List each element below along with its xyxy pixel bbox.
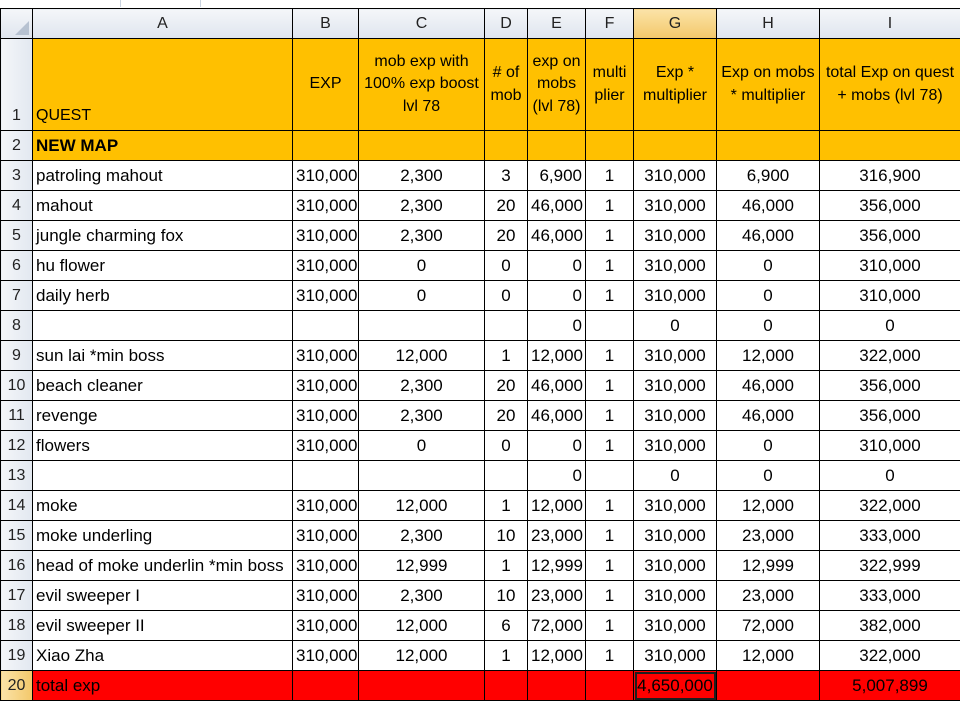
mob-exp-cell[interactable]: 2,300 bbox=[359, 371, 485, 401]
exp-multiplier-cell[interactable]: 0 bbox=[634, 461, 717, 491]
exp-on-mobs-cell[interactable]: 12,000 bbox=[528, 641, 586, 671]
row-header[interactable]: 9 bbox=[1, 341, 33, 371]
num-mob-cell[interactable]: 1 bbox=[485, 641, 528, 671]
total-row bbox=[1, 671, 960, 701]
exp-on-mobs-cell[interactable]: 23,000 bbox=[528, 521, 586, 551]
header-exp-on-mobs[interactable]: exp on mobs (lvl 78) bbox=[528, 39, 586, 131]
quest-cell[interactable] bbox=[33, 311, 293, 341]
row-header[interactable]: 16 bbox=[1, 551, 33, 581]
quest-cell[interactable]: Xiao Zha bbox=[33, 641, 293, 671]
multiplier-cell[interactable]: 1 bbox=[586, 401, 634, 431]
cell[interactable] bbox=[717, 671, 820, 701]
multiplier-cell[interactable]: 1 bbox=[586, 281, 634, 311]
exp-on-mobs-cell[interactable]: 0 bbox=[528, 251, 586, 281]
column-header-g[interactable]: G bbox=[634, 9, 717, 39]
exp-cell[interactable] bbox=[293, 461, 359, 491]
exp-cell[interactable]: 310,000 bbox=[293, 191, 359, 221]
exp-mobs-multiplier-cell[interactable]: 0 bbox=[717, 311, 820, 341]
exp-mobs-multiplier-cell[interactable]: 46,000 bbox=[717, 191, 820, 221]
total-cell[interactable]: 382,000 bbox=[820, 611, 960, 641]
exp-multiplier-cell[interactable]: 310,000 bbox=[634, 161, 717, 191]
header-row bbox=[1, 39, 960, 131]
total-cell[interactable]: 0 bbox=[820, 461, 960, 491]
num-mob-cell[interactable]: 20 bbox=[485, 191, 528, 221]
table-row bbox=[1, 371, 960, 401]
quest-cell[interactable] bbox=[33, 461, 293, 491]
mob-exp-cell[interactable]: 12,000 bbox=[359, 641, 485, 671]
multiplier-cell[interactable] bbox=[586, 461, 634, 491]
row-header[interactable]: 4 bbox=[1, 191, 33, 221]
table-row bbox=[1, 311, 960, 341]
column-header-e[interactable]: E bbox=[528, 9, 586, 39]
exp-multiplier-cell[interactable]: 310,000 bbox=[634, 491, 717, 521]
multiplier-cell[interactable]: 1 bbox=[586, 221, 634, 251]
total-cell[interactable]: 356,000 bbox=[820, 191, 960, 221]
header-quest[interactable]: QUEST bbox=[33, 39, 293, 131]
exp-on-mobs-cell[interactable]: 0 bbox=[528, 311, 586, 341]
cell[interactable] bbox=[485, 131, 528, 161]
mob-exp-cell[interactable]: 0 bbox=[359, 251, 485, 281]
cell[interactable] bbox=[293, 131, 359, 161]
multiplier-cell[interactable]: 1 bbox=[586, 191, 634, 221]
column-header-a[interactable]: A bbox=[33, 9, 293, 39]
cell[interactable] bbox=[359, 131, 485, 161]
total-cell[interactable]: 333,000 bbox=[820, 581, 960, 611]
row-header[interactable]: 14 bbox=[1, 491, 33, 521]
multiplier-cell[interactable] bbox=[586, 311, 634, 341]
exp-on-mobs-cell[interactable]: 12,000 bbox=[528, 491, 586, 521]
header-total[interactable]: total Exp on quest + mobs (lvl 78) bbox=[820, 39, 960, 131]
table-row bbox=[1, 431, 960, 461]
mob-exp-cell[interactable]: 2,300 bbox=[359, 521, 485, 551]
table-row bbox=[1, 551, 960, 581]
table-row bbox=[1, 461, 960, 491]
num-mob-cell[interactable]: 20 bbox=[485, 221, 528, 251]
exp-on-mobs-cell[interactable]: 6,900 bbox=[528, 161, 586, 191]
exp-cell[interactable]: 310,000 bbox=[293, 161, 359, 191]
num-mob-cell[interactable] bbox=[485, 311, 528, 341]
exp-cell[interactable]: 310,000 bbox=[293, 251, 359, 281]
mob-exp-cell[interactable]: 2,300 bbox=[359, 161, 485, 191]
quest-cell[interactable]: revenge bbox=[33, 401, 293, 431]
total-label-cell[interactable]: total exp bbox=[33, 671, 293, 701]
row-header[interactable]: 17 bbox=[1, 581, 33, 611]
header-multiplier[interactable]: multi plier bbox=[586, 39, 634, 131]
cell[interactable] bbox=[293, 671, 359, 701]
exp-mobs-multiplier-cell[interactable]: 12,000 bbox=[717, 491, 820, 521]
multiplier-cell[interactable]: 1 bbox=[586, 371, 634, 401]
exp-on-mobs-cell[interactable]: 0 bbox=[528, 281, 586, 311]
num-mob-cell[interactable]: 1 bbox=[485, 341, 528, 371]
column-header-f[interactable]: F bbox=[586, 9, 634, 39]
header-exp[interactable]: EXP bbox=[293, 39, 359, 131]
cell[interactable] bbox=[586, 131, 634, 161]
cell[interactable] bbox=[717, 131, 820, 161]
row-header[interactable]: 3 bbox=[1, 161, 33, 191]
total-cell[interactable]: 316,900 bbox=[820, 161, 960, 191]
quest-cell[interactable]: head of moke underlin *min boss bbox=[33, 551, 293, 581]
exp-on-mobs-cell[interactable]: 12,999 bbox=[528, 551, 586, 581]
mob-exp-cell[interactable] bbox=[359, 311, 485, 341]
quest-cell[interactable]: evil sweeper II bbox=[33, 611, 293, 641]
total-cell[interactable]: 322,999 bbox=[820, 551, 960, 581]
exp-mobs-multiplier-cell[interactable]: 72,000 bbox=[717, 611, 820, 641]
num-mob-cell[interactable] bbox=[485, 461, 528, 491]
exp-mobs-multiplier-cell[interactable]: 6,900 bbox=[717, 161, 820, 191]
num-mob-cell[interactable]: 0 bbox=[485, 281, 528, 311]
num-mob-cell[interactable]: 20 bbox=[485, 401, 528, 431]
exp-multiplier-cell[interactable]: 310,000 bbox=[634, 281, 717, 311]
row-header[interactable]: 5 bbox=[1, 221, 33, 251]
num-mob-cell[interactable]: 10 bbox=[485, 581, 528, 611]
mob-exp-cell[interactable]: 2,300 bbox=[359, 191, 485, 221]
row-header[interactable]: 7 bbox=[1, 281, 33, 311]
mob-exp-cell[interactable]: 0 bbox=[359, 431, 485, 461]
quest-cell[interactable]: beach cleaner bbox=[33, 371, 293, 401]
exp-multiplier-cell[interactable]: 310,000 bbox=[634, 581, 717, 611]
exp-cell[interactable]: 310,000 bbox=[293, 431, 359, 461]
exp-on-mobs-cell[interactable]: 46,000 bbox=[528, 221, 586, 251]
num-mob-cell[interactable]: 10 bbox=[485, 521, 528, 551]
row-header[interactable]: 10 bbox=[1, 371, 33, 401]
spreadsheet-grid bbox=[0, 8, 960, 701]
exp-mobs-multiplier-cell[interactable]: 46,000 bbox=[717, 221, 820, 251]
total-cell[interactable]: 0 bbox=[820, 311, 960, 341]
row-header[interactable]: 15 bbox=[1, 521, 33, 551]
exp-cell[interactable]: 310,000 bbox=[293, 491, 359, 521]
multiplier-cell[interactable]: 1 bbox=[586, 161, 634, 191]
table-row bbox=[1, 281, 960, 311]
total-cell[interactable]: 322,000 bbox=[820, 341, 960, 371]
quest-cell[interactable]: moke underling bbox=[33, 521, 293, 551]
mob-exp-cell[interactable]: 2,300 bbox=[359, 401, 485, 431]
exp-multiplier-cell[interactable]: 310,000 bbox=[634, 401, 717, 431]
exp-multiplier-cell[interactable]: 310,000 bbox=[634, 341, 717, 371]
cell[interactable] bbox=[485, 671, 528, 701]
total-cell[interactable]: 333,000 bbox=[820, 521, 960, 551]
multiplier-cell[interactable]: 1 bbox=[586, 521, 634, 551]
table-row bbox=[1, 251, 960, 281]
total-cell[interactable]: 356,000 bbox=[820, 371, 960, 401]
exp-mobs-multiplier-cell[interactable]: 0 bbox=[717, 431, 820, 461]
multiplier-cell[interactable]: 1 bbox=[586, 491, 634, 521]
quest-cell[interactable]: daily herb bbox=[33, 281, 293, 311]
grand-total-cell[interactable]: 5,007,899 bbox=[820, 671, 960, 701]
exp-multiplier-cell[interactable]: 0 bbox=[634, 311, 717, 341]
exp-cell[interactable]: 310,000 bbox=[293, 611, 359, 641]
select-all-corner[interactable] bbox=[1, 9, 33, 39]
column-header-c[interactable]: C bbox=[359, 9, 485, 39]
cell[interactable] bbox=[528, 131, 586, 161]
column-header-i[interactable]: I bbox=[820, 9, 960, 39]
exp-mobs-multiplier-cell[interactable]: 46,000 bbox=[717, 371, 820, 401]
header-exp-mobs-multiplier[interactable]: Exp on mobs * multiplier bbox=[717, 39, 820, 131]
exp-multiplier-cell[interactable]: 310,000 bbox=[634, 191, 717, 221]
exp-multiplier-cell[interactable]: 310,000 bbox=[634, 371, 717, 401]
row-header[interactable]: 11 bbox=[1, 401, 33, 431]
table-row bbox=[1, 641, 960, 671]
table-row bbox=[1, 581, 960, 611]
quest-cell[interactable]: hu flower bbox=[33, 251, 293, 281]
quest-cell[interactable]: patroling mahout bbox=[33, 161, 293, 191]
exp-cell[interactable]: 310,000 bbox=[293, 521, 359, 551]
exp-mobs-multiplier-cell[interactable]: 23,000 bbox=[717, 581, 820, 611]
table-row bbox=[1, 191, 960, 221]
exp-multiplier-cell[interactable]: 310,000 bbox=[634, 431, 717, 461]
row-header[interactable]: 2 bbox=[1, 131, 33, 161]
exp-mobs-multiplier-cell[interactable]: 46,000 bbox=[717, 401, 820, 431]
exp-mobs-multiplier-cell[interactable]: 0 bbox=[717, 281, 820, 311]
total-cell[interactable]: 356,000 bbox=[820, 221, 960, 251]
cell[interactable] bbox=[634, 131, 717, 161]
exp-on-mobs-cell[interactable]: 46,000 bbox=[528, 191, 586, 221]
exp-on-mobs-cell[interactable]: 46,000 bbox=[528, 371, 586, 401]
exp-multiplier-cell[interactable]: 310,000 bbox=[634, 521, 717, 551]
cell[interactable] bbox=[528, 671, 586, 701]
mob-exp-cell[interactable]: 2,300 bbox=[359, 581, 485, 611]
column-header-h[interactable]: H bbox=[717, 9, 820, 39]
exp-mobs-multiplier-cell[interactable]: 0 bbox=[717, 461, 820, 491]
mob-exp-cell[interactable]: 12,000 bbox=[359, 491, 485, 521]
row-header[interactable]: 6 bbox=[1, 251, 33, 281]
exp-cell[interactable] bbox=[293, 311, 359, 341]
exp-on-mobs-cell[interactable]: 46,000 bbox=[528, 401, 586, 431]
mob-exp-cell[interactable] bbox=[359, 461, 485, 491]
map-row bbox=[1, 131, 960, 161]
total-cell[interactable]: 356,000 bbox=[820, 401, 960, 431]
num-mob-cell[interactable]: 20 bbox=[485, 371, 528, 401]
map-label-cell[interactable]: NEW MAP bbox=[33, 131, 293, 161]
total-cell[interactable]: 310,000 bbox=[820, 281, 960, 311]
exp-multiplier-cell[interactable]: 310,000 bbox=[634, 251, 717, 281]
exp-cell[interactable]: 310,000 bbox=[293, 281, 359, 311]
row-header[interactable]: 8 bbox=[1, 311, 33, 341]
num-mob-cell[interactable]: 1 bbox=[485, 551, 528, 581]
row-header[interactable]: 12 bbox=[1, 431, 33, 461]
exp-multiplier-cell[interactable]: 310,000 bbox=[634, 641, 717, 671]
mob-exp-cell[interactable]: 12,000 bbox=[359, 341, 485, 371]
multiplier-cell[interactable]: 1 bbox=[586, 431, 634, 461]
quest-cell[interactable]: evil sweeper I bbox=[33, 581, 293, 611]
multiplier-cell[interactable]: 1 bbox=[586, 611, 634, 641]
cell[interactable] bbox=[820, 131, 960, 161]
exp-mobs-multiplier-cell[interactable]: 12,000 bbox=[717, 641, 820, 671]
total-cell[interactable]: 322,000 bbox=[820, 641, 960, 671]
mob-exp-cell[interactable]: 0 bbox=[359, 281, 485, 311]
exp-cell[interactable]: 310,000 bbox=[293, 341, 359, 371]
exp-on-mobs-cell[interactable]: 23,000 bbox=[528, 581, 586, 611]
num-mob-cell[interactable]: 0 bbox=[485, 251, 528, 281]
mob-exp-cell[interactable]: 12,000 bbox=[359, 611, 485, 641]
name-box-edge[interactable] bbox=[0, 0, 121, 7]
quest-cell[interactable]: moke bbox=[33, 491, 293, 521]
multiplier-cell[interactable]: 1 bbox=[586, 581, 634, 611]
row-header[interactable]: 13 bbox=[1, 461, 33, 491]
exp-mobs-multiplier-cell[interactable]: 0 bbox=[717, 251, 820, 281]
quest-cell[interactable]: flowers bbox=[33, 431, 293, 461]
column-header-b[interactable]: B bbox=[293, 9, 359, 39]
header-mob-exp[interactable]: mob exp with 100% exp boost lvl 78 bbox=[359, 39, 485, 131]
row-header[interactable]: 19 bbox=[1, 641, 33, 671]
exp-mobs-multiplier-cell[interactable]: 12,999 bbox=[717, 551, 820, 581]
total-cell[interactable]: 310,000 bbox=[820, 431, 960, 461]
exp-multiplier-cell[interactable]: 310,000 bbox=[634, 221, 717, 251]
table-row bbox=[1, 401, 960, 431]
multiplier-cell[interactable]: 1 bbox=[586, 251, 634, 281]
formula-bar-edge[interactable] bbox=[120, 0, 201, 7]
exp-multiplier-cell[interactable]: 310,000 bbox=[634, 611, 717, 641]
num-mob-cell[interactable]: 0 bbox=[485, 431, 528, 461]
quest-cell[interactable]: mahout bbox=[33, 191, 293, 221]
table-row bbox=[1, 161, 960, 191]
cell[interactable] bbox=[359, 671, 485, 701]
exp-mobs-multiplier-cell[interactable]: 12,000 bbox=[717, 341, 820, 371]
exp-cell[interactable]: 310,000 bbox=[293, 551, 359, 581]
column-header-d[interactable]: D bbox=[485, 9, 528, 39]
multiplier-cell[interactable]: 1 bbox=[586, 341, 634, 371]
multiplier-cell[interactable]: 1 bbox=[586, 641, 634, 671]
total-cell[interactable]: 322,000 bbox=[820, 491, 960, 521]
table-row bbox=[1, 221, 960, 251]
exp-multiplier-cell[interactable]: 310,000 bbox=[634, 551, 717, 581]
exp-cell[interactable]: 310,000 bbox=[293, 371, 359, 401]
multiplier-cell[interactable]: 1 bbox=[586, 551, 634, 581]
header-exp-multiplier[interactable]: Exp * multiplier bbox=[634, 39, 717, 131]
exp-cell[interactable]: 310,000 bbox=[293, 581, 359, 611]
table-row bbox=[1, 521, 960, 551]
mob-exp-cell[interactable]: 12,999 bbox=[359, 551, 485, 581]
total-exp-multiplier-cell[interactable]: 4,650,000 bbox=[634, 671, 717, 701]
quest-cell[interactable]: sun lai *min boss bbox=[33, 341, 293, 371]
quest-cell[interactable]: jungle charming fox bbox=[33, 221, 293, 251]
num-mob-cell[interactable]: 6 bbox=[485, 611, 528, 641]
row-header[interactable]: 18 bbox=[1, 611, 33, 641]
table-row bbox=[1, 611, 960, 641]
mob-exp-cell[interactable]: 2,300 bbox=[359, 221, 485, 251]
header-num-mob[interactable]: # of mob bbox=[485, 39, 528, 131]
exp-on-mobs-cell[interactable]: 0 bbox=[528, 431, 586, 461]
table-row bbox=[1, 341, 960, 371]
exp-on-mobs-cell[interactable]: 12,000 bbox=[528, 341, 586, 371]
exp-on-mobs-cell[interactable]: 72,000 bbox=[528, 611, 586, 641]
num-mob-cell[interactable]: 1 bbox=[485, 491, 528, 521]
exp-cell[interactable]: 310,000 bbox=[293, 641, 359, 671]
exp-cell[interactable]: 310,000 bbox=[293, 401, 359, 431]
exp-cell[interactable]: 310,000 bbox=[293, 221, 359, 251]
total-cell[interactable]: 310,000 bbox=[820, 251, 960, 281]
exp-mobs-multiplier-cell[interactable]: 23,000 bbox=[717, 521, 820, 551]
exp-on-mobs-cell[interactable]: 0 bbox=[528, 461, 586, 491]
row-header[interactable]: 1 bbox=[1, 39, 33, 131]
table-row bbox=[1, 491, 960, 521]
row-header[interactable]: 20 bbox=[1, 671, 33, 701]
cell[interactable] bbox=[586, 671, 634, 701]
num-mob-cell[interactable]: 3 bbox=[485, 161, 528, 191]
